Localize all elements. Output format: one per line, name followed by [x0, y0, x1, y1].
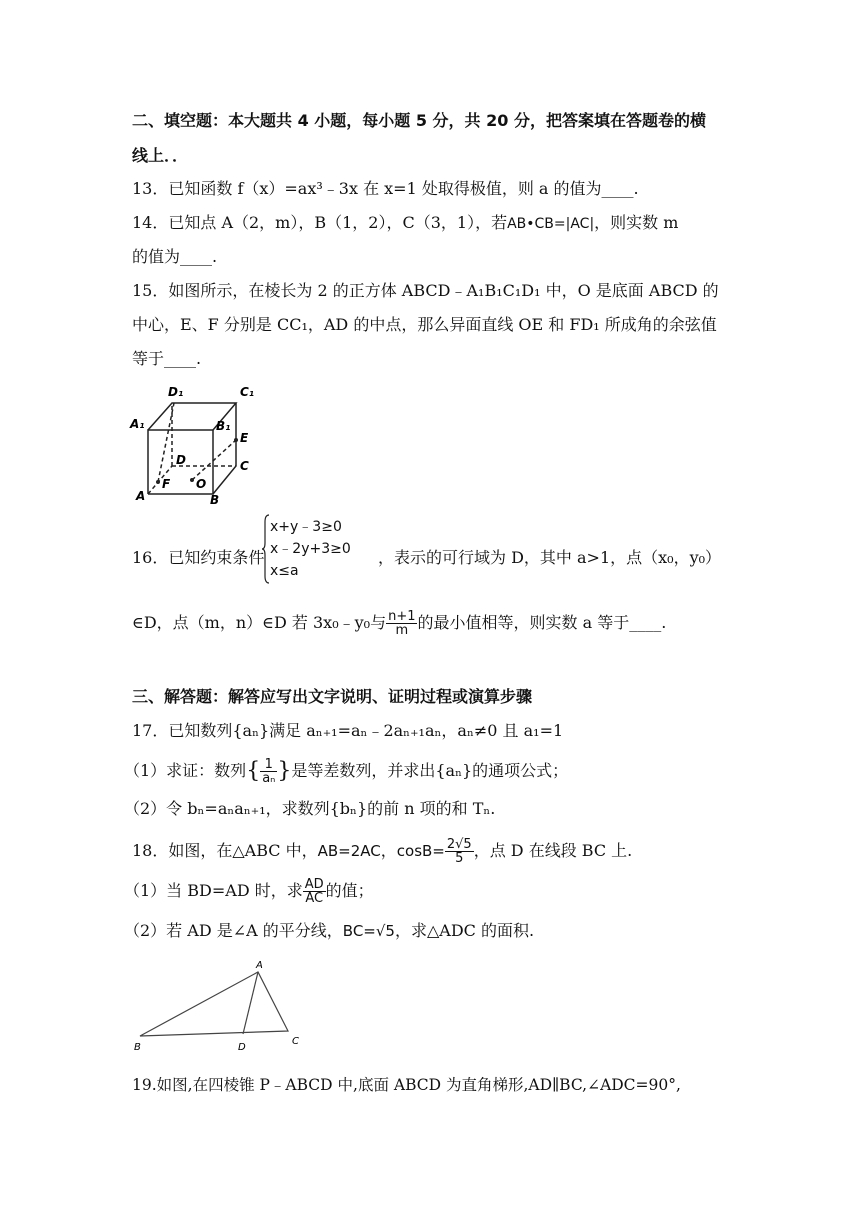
- q14-vector-expression: AB•CB=|AC|: [507, 216, 595, 232]
- label-D: D: [176, 453, 186, 467]
- q18-part1-post: 的值；: [325, 881, 374, 900]
- q18-ratio-num: AD: [304, 877, 324, 892]
- q18-part2-post: ，求△ADC 的面积.: [394, 921, 535, 940]
- label-C: C: [240, 459, 249, 473]
- constraint-1: x+y﹣3≥0: [270, 519, 342, 535]
- q17-part2: （2）令 bₙ=aₙaₙ₊₁，求数列{bₙ}的前 n 项的和 Tₙ.: [124, 799, 496, 818]
- q16-frac-den: m: [395, 623, 409, 638]
- q15-line3: 等于____.: [132, 349, 202, 368]
- q18-part2-cond: BC=√5: [342, 922, 395, 940]
- label-F: F: [162, 477, 171, 491]
- q17-part1: （1）求证：数列{ $\frac{1}{\text{aₙ}}$ }是等差数列，并求出{aₙ}的通项公式；: [124, 757, 569, 786]
- q18-pre: 18．如图，在△ABC 中，: [132, 841, 318, 860]
- q18-part1-pre: （1）当 BD=AD 时，求: [124, 881, 303, 900]
- q18-post: ，点 D 在线段 BC 上.: [473, 841, 633, 860]
- q18-ratio-den: AC: [305, 891, 324, 906]
- q16-post: ，表示的可行域为 D，其中 a>1，点（x₀，y₀）: [378, 548, 722, 567]
- label-E: E: [240, 431, 249, 445]
- constraint-system: [270, 516, 351, 582]
- label-A1: A₁: [130, 417, 145, 431]
- q14-post: ，则实数 m: [594, 213, 679, 232]
- q18-cosB-fraction: [445, 838, 474, 865]
- tri-label-D: D: [238, 1042, 246, 1053]
- tri-label-C: C: [292, 1036, 299, 1047]
- tri-label-B: B: [134, 1042, 141, 1053]
- q15-line2: 中心，E、F 分别是 CC₁，AD 的中点，那么异面直线 OE 和 FD₁ 所成角的余弦值: [132, 315, 717, 334]
- q18-part1: [124, 878, 374, 905]
- q18-cond2-pre: cosB=: [396, 842, 445, 860]
- q17-frac-num: 1: [260, 758, 277, 772]
- q14-line2: 的值为____.: [132, 247, 218, 266]
- label-B1: B₁: [216, 419, 231, 433]
- section2-title-line2: 线上．．: [132, 146, 189, 165]
- q18-cosB-num: 2√5: [446, 837, 472, 852]
- section3-title: 三、解答题：解答应写出文字说明、证明过程或演算步骤: [132, 687, 533, 706]
- q17-frac-den: aₙ: [262, 771, 276, 786]
- q16-line2-pre: ∈D，点（m，n）∈D 若 3x₀﹣y₀与: [132, 613, 387, 632]
- q18-cond1: AB=2AC: [317, 842, 381, 860]
- q16-line2-post: 的最小值相等，则实数 a 等于____.: [417, 613, 667, 632]
- q14-line1: [132, 212, 678, 235]
- triangle-figure: [128, 956, 308, 1056]
- label-C1: C₁: [240, 385, 255, 399]
- q14-pre: 14．已知点 A（2，m），B（1，2），C（3，1），若: [132, 213, 508, 232]
- q18-part2-pre: （2）若 AD 是∠A 的平分线，: [124, 921, 343, 940]
- q16-pre: 16．已知约束条件: [132, 548, 265, 567]
- q17-part1-post: 是等差数列，并求出{aₙ}的通项公式；: [291, 761, 569, 780]
- label-D1: D₁: [168, 385, 184, 399]
- q18-line1: 18．如图，在△ABC 中，AB=2AC，cosB= $\frac{2√5}{5}$ ，点 D 在线段 BC 上.: [132, 837, 633, 866]
- q17-fraction: [260, 758, 277, 785]
- q18-cosB-den: 5: [455, 851, 464, 866]
- q17-part1-pre: （1）求证：数列: [124, 761, 247, 780]
- section2-title-line1: 二、填空题：本大题共 4 小题，每小题 5 分，共 20 分，把答案填在答题卷的横: [132, 111, 706, 130]
- label-B: B: [210, 493, 220, 504]
- q18-part2: [124, 920, 534, 942]
- q17-line1: 17．已知数列{aₙ}满足 aₙ₊₁=aₙ﹣2aₙ₊₁aₙ，aₙ≠0 且 a₁=1: [132, 721, 564, 740]
- q16-frac-num: n+1: [388, 609, 416, 624]
- q13-text: 13．已知函数 f（x）=ax³﹣3x 在 x=1 处取得极值，则 a 的值为____.: [132, 179, 639, 198]
- constraint-3: x≤a: [270, 563, 299, 579]
- q18-ratio-fraction: [303, 878, 326, 905]
- q16-line2: [132, 610, 666, 637]
- label-O: O: [196, 477, 207, 491]
- constraint-2: x﹣2y+3≥0: [270, 541, 351, 557]
- cube-figure: [128, 378, 268, 504]
- label-A: A: [136, 489, 146, 503]
- tri-label-A: A: [256, 960, 263, 971]
- system-brace: [262, 514, 270, 584]
- q15-line1: 15．如图所示，在棱长为 2 的正方体 ABCD﹣A₁B₁C₁D₁ 中，O 是底面 ABCD 的: [132, 281, 719, 300]
- q19-line1: 19.如图,在四棱锥 P﹣ABCD 中,底面 ABCD 为直角梯形,AD∥BC,∠ADC=90°,: [132, 1076, 681, 1094]
- q16-fraction: [386, 610, 417, 637]
